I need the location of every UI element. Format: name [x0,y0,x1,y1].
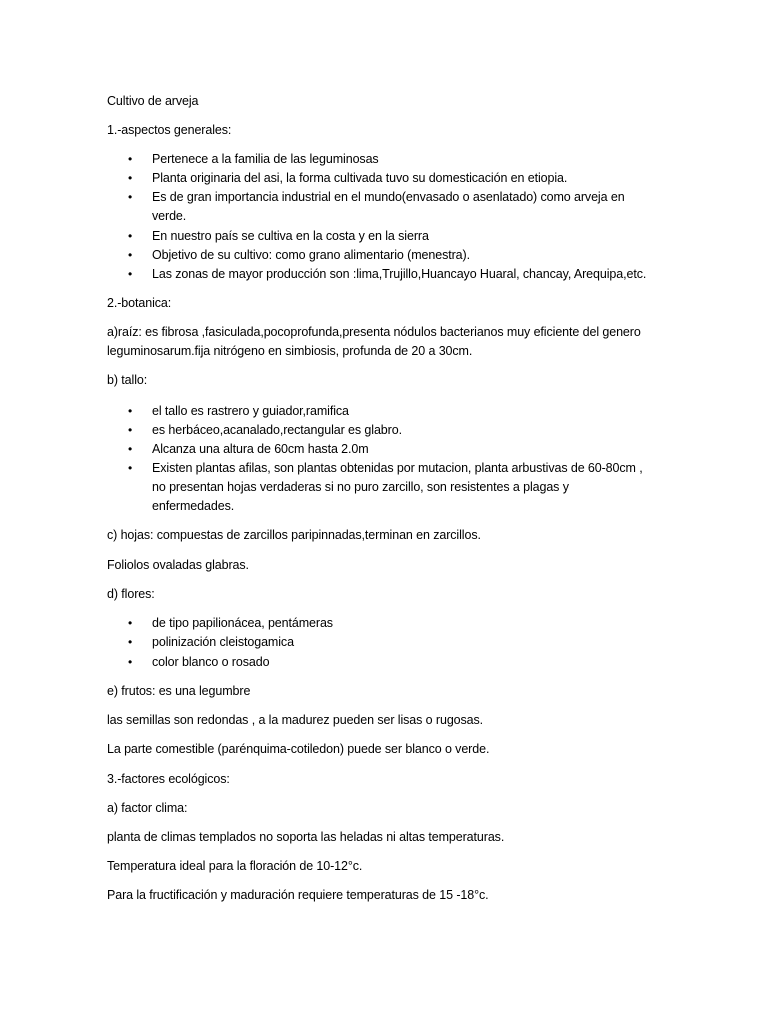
list-item: es herbáceo,acanalado,rectangular es glabro. [152,423,402,437]
bullet-marker: • [128,461,133,475]
bullet-marker: • [128,229,133,243]
section-heading-botanica: 2.-botanica: [107,296,172,310]
paragraph-hojas: c) hojas: compuestas de zarcillos paripinnadas,terminan en zarcillos. [107,528,481,542]
list-item: Alcanza una altura de 60cm hasta 2.0m [152,442,369,456]
section-heading-factores: 3.-factores ecológicos: [107,772,230,786]
paragraph-clima-3: Para la fructificación y maduración requiere temperaturas de 15 -18°c. [107,888,489,902]
subheading-flores: d) flores: [107,587,155,601]
list-item: de tipo papilionácea, pentámeras [152,616,333,630]
section-heading-aspectos: 1.-aspectos generales: [107,123,232,137]
paragraph-frutos: e) frutos: es una legumbre [107,684,251,698]
paragraph-foliolos: Foliolos ovaladas glabras. [107,558,249,572]
list-item-continuation: no presentan hojas verdaderas si no puro zarcillo, son resistentes a plagas y [152,480,569,494]
paragraph-raiz-line-1: a)raíz: es fibrosa ,fasiculada,pocoprofunda,presenta nódulos bacterianos muy eficiente del genero [107,325,641,339]
document-title: Cultivo de arveja [107,94,199,108]
subheading-clima: a) factor clima: [107,801,188,815]
bullet-marker: • [128,655,133,669]
list-item: el tallo es rastrero y guiador,ramifica [152,404,349,418]
paragraph-semillas: las semillas son redondas , a la madurez pueden ser lisas o rugosas. [107,713,484,727]
list-item: color blanco o rosado [152,655,270,669]
bullet-marker: • [128,152,133,166]
paragraph-comestible: La parte comestible (parénquima-cotiledon) puede ser blanco o verde. [107,742,490,756]
list-item: Pertenece a la familia de las leguminosas [152,152,379,166]
bullet-marker: • [128,442,133,456]
list-item: En nuestro país se cultiva en la costa y en la sierra [152,229,429,243]
subheading-tallo: b) tallo: [107,373,148,387]
bullet-marker: • [128,267,133,281]
paragraph-raiz-line-2: leguminosarum.fija nitrógeno en simbiosis, profunda de 20 a 30cm. [107,344,473,358]
list-item: Planta originaria del asi, la forma cultivada tuvo su domesticación en etiopia. [152,171,568,185]
list-item: Las zonas de mayor producción son :lima,Trujillo,Huancayo Huaral, chancay, Arequipa,etc. [152,267,647,281]
paragraph-clima-1: planta de climas templados no soporta las heladas ni altas temperaturas. [107,830,505,844]
list-item-continuation: verde. [152,209,187,223]
bullet-marker: • [128,635,133,649]
list-item: polinización cleistogamica [152,635,294,649]
bullet-marker: • [128,423,133,437]
list-item-continuation: enfermedades. [152,499,235,513]
list-item: Objetivo de su cultivo: como grano alimentario (menestra). [152,248,470,262]
bullet-marker: • [128,190,133,204]
bullet-marker: • [128,404,133,418]
bullet-marker: • [128,248,133,262]
bullet-marker: • [128,171,133,185]
list-item: Es de gran importancia industrial en el mundo(envasado o asenlatado) como arveja en [152,190,625,204]
bullet-marker: • [128,616,133,630]
paragraph-clima-2: Temperatura ideal para la floración de 10-12°c. [107,859,363,873]
list-item: Existen plantas afilas, son plantas obtenidas por mutacion, planta arbustivas de 60-80cm , [152,461,643,475]
